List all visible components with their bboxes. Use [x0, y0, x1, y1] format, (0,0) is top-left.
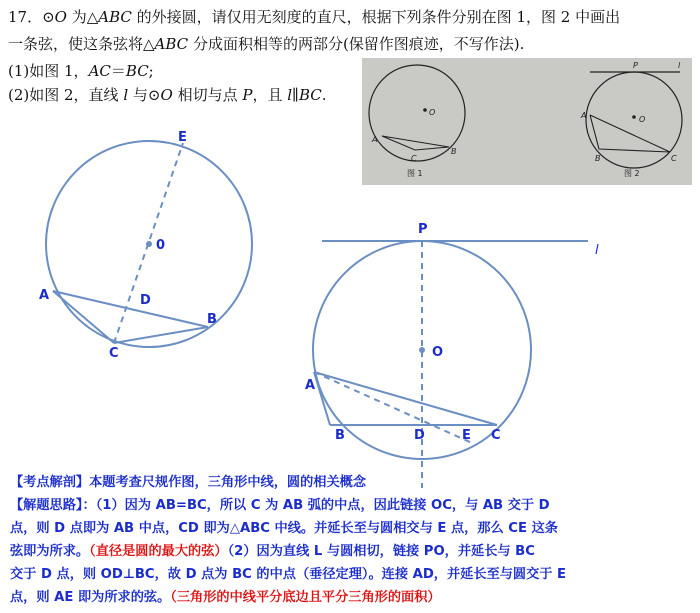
answer-kaodian: [10, 472, 695, 495]
problem-text: ，且: [252, 86, 288, 104]
figure2-label-a: A: [305, 378, 316, 393]
answer-text: ：（1）因为 AB=BC，所以 C 为 AB 弧的中点，因此链接 OC，与 AB 交于 D: [82, 498, 550, 513]
triangle-name: ABC: [98, 8, 132, 26]
answer-text: 点，则 AE 即为所求的弦。: [10, 590, 171, 605]
fig1-label-o: O: [429, 108, 436, 117]
fig1-label-a: A: [372, 135, 378, 144]
figure1-label-d: D: [140, 293, 151, 308]
figure2-side-ab-chord: [314, 372, 497, 425]
figure1-label-a: A: [39, 288, 50, 303]
answer-highlight: （三角形的中线平分底边且平分三角形的面积）: [170, 590, 441, 605]
figure2-label-l: l: [595, 243, 599, 258]
answer-highlight: （直径是圆的最大的弦）: [89, 544, 228, 559]
answer-line-1: [10, 495, 695, 518]
triangle-name: ABC: [154, 35, 189, 53]
answer-line-4: [10, 564, 695, 587]
problem-text: (2)如图 2，直线: [8, 86, 124, 104]
fig2-label-o: O: [639, 115, 646, 124]
fig2-label-p: P: [633, 61, 638, 70]
figure2-label-p: P: [418, 222, 428, 237]
figure2-label-d: D: [414, 428, 425, 443]
figure1-label-b: B: [207, 312, 217, 327]
condition-bc: BC: [125, 62, 149, 80]
problem-text: .: [321, 86, 327, 104]
answer-line-3: [10, 541, 695, 564]
problem-text: 相切与点: [172, 86, 243, 104]
fig2-label-b: B: [595, 154, 601, 163]
figure1-label-e: E: [178, 130, 187, 145]
equals-sign: ＝: [110, 62, 126, 80]
problem-text: 一条弦，使这条弦将△: [8, 35, 155, 53]
figure2-side-ab: [314, 372, 330, 425]
fig2-label-l: l: [678, 61, 681, 70]
figure2-label-b: B: [335, 428, 345, 443]
problem-text: 与⊙: [128, 86, 161, 104]
point-p-label: P: [242, 86, 253, 104]
silu-tag: 【解题思路】: [10, 498, 83, 513]
figure1-label-o: 0: [156, 238, 166, 253]
fig2-label-a: A: [581, 111, 587, 120]
problem-text: 为△: [66, 8, 99, 26]
condition-ac: AC: [88, 62, 111, 80]
figure1-label-c: C: [109, 346, 119, 361]
figure1-side-bc: [114, 327, 208, 343]
figure1-center-dot: [146, 241, 152, 247]
figure2-geometry: [313, 241, 588, 488]
answer-text: （2）因为直线 L 与圆相切，链接 PO，并延长与 BC: [227, 544, 535, 559]
problem-text: (1)如图 1，: [8, 62, 89, 80]
figure2-label-e: E: [462, 428, 471, 443]
fig1-caption: 图 1: [407, 169, 423, 178]
problem-number: 17．: [8, 8, 43, 26]
circle-o-label: O: [160, 86, 173, 104]
answer-line-2: [10, 518, 695, 541]
figure2-center-dot: [419, 347, 425, 353]
parallel-condition: l∥BC: [287, 86, 322, 104]
answer-text: 交于 D 点，则 OD⊥BC，故 D 点为 BC 的中点（垂径定理）。连接 AD，并延长至与圆交于 E: [10, 567, 567, 582]
figure2-label-c: C: [491, 428, 501, 443]
fig1-label-b: B: [451, 147, 457, 156]
figure2-label-o: O: [432, 345, 444, 360]
problem-text: 的外接圆，请仅用无刻度的直尺，根据下列条件分别在图 1，图 2 中画出: [131, 8, 621, 26]
fig2-label-c: C: [671, 154, 677, 163]
circle-o-symbol: ⊙O: [42, 8, 67, 26]
answer-line-5: [10, 587, 695, 610]
kaodian-tag: 【考点解剖】: [10, 475, 90, 490]
kaodian-text: 本题考查尺规作图，三角形中线，圆的相关概念: [89, 475, 367, 490]
answer-text: 弦即为所求。: [10, 544, 90, 559]
problem-text: 分成面积相等的两部分(保留作图痕迹，不写作法).: [188, 35, 525, 53]
answer-text: 点，则 D 点即为 AB 中点，CD 即为△ABC 中线。并延长至与圆相交与 E 点，那么 CE 这条: [10, 521, 558, 536]
line-l-label: l: [123, 86, 129, 104]
problem-text: ;: [148, 62, 154, 80]
fig2-caption: 图 2: [624, 169, 640, 178]
fig1-label-c: C: [411, 154, 417, 163]
